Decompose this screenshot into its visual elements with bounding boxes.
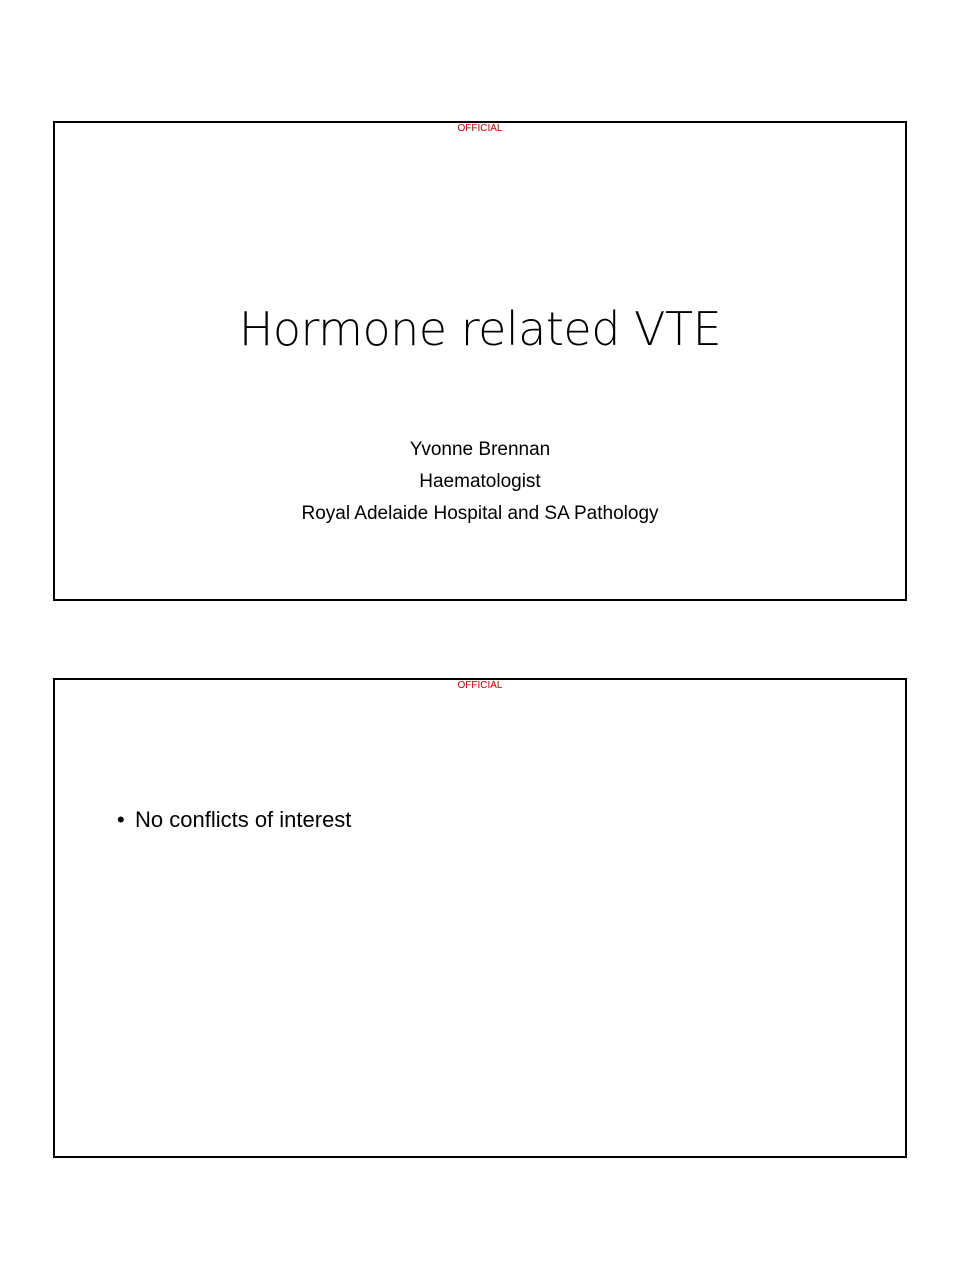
bullet-text: No conflicts of interest [135,807,352,832]
slide-subtitle [55,434,905,530]
presenter-affiliation: Royal Adelaide Hospital and SA Pathology [301,503,659,524]
list-item [117,805,351,835]
slide-2 [53,678,907,1158]
classification-label: OFFICIAL [457,123,503,134]
presenter-name: Yvonne Brennan [409,439,551,460]
bullet-icon: • [117,807,125,832]
slide-title: Hormone related VTE [238,302,722,356]
bullet-list [117,805,351,835]
slide-1 [53,121,907,601]
classification-label: OFFICIAL [457,680,503,691]
presenter-role: Haematologist [419,471,541,492]
